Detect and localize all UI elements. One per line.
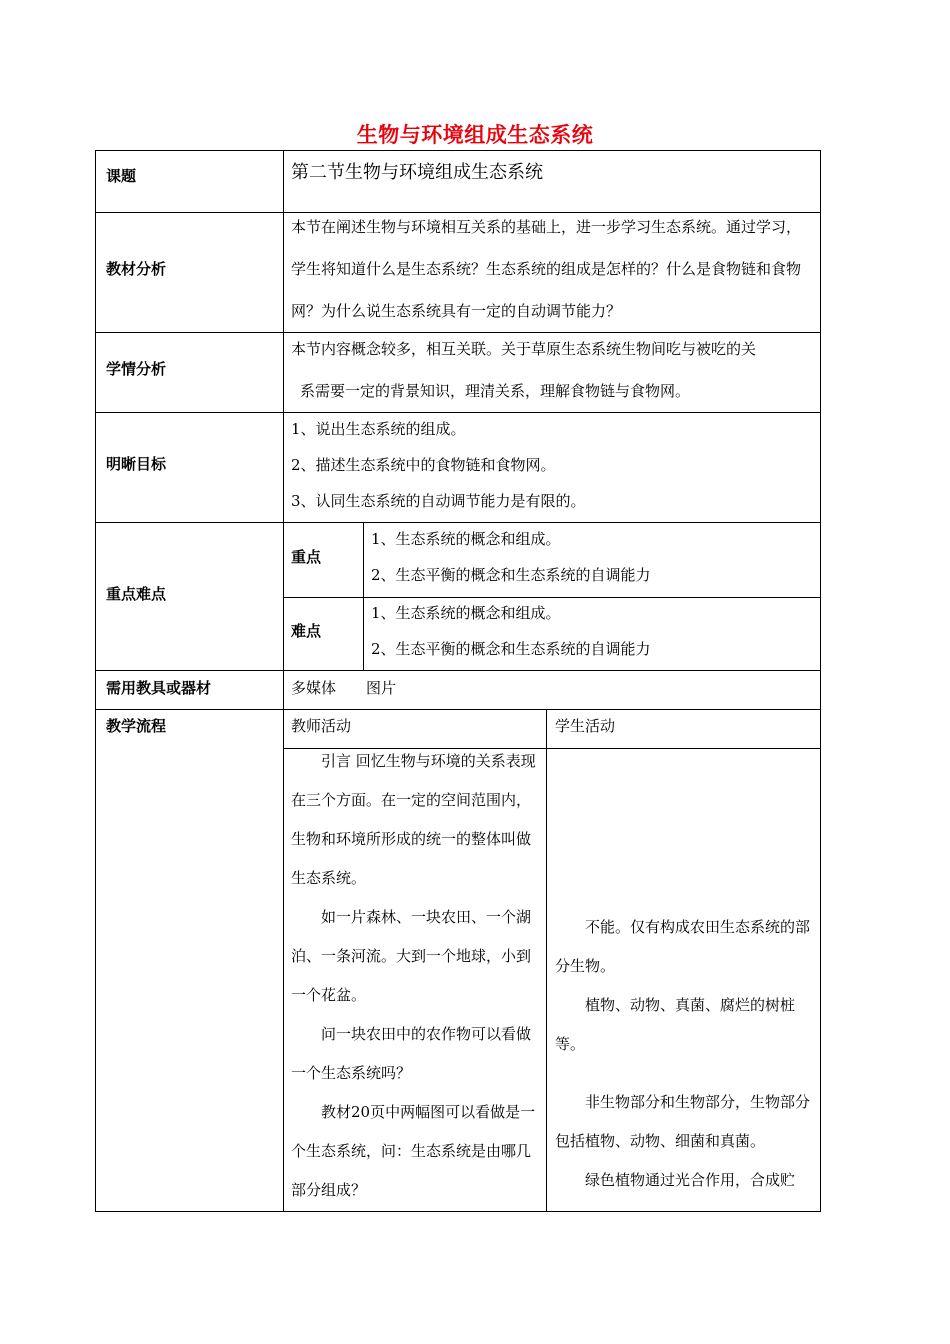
- tools-value: 多媒体 图片: [291, 679, 397, 697]
- keypoints-label: 重点难点: [106, 585, 167, 603]
- key-item-2: 2、生态平衡的概念和生态系统的自调能力: [371, 566, 651, 584]
- difficult-item-2: 2、生态平衡的概念和生态系统的自调能力: [371, 640, 651, 658]
- students-line-2: 系需要一定的背景知识，理清关系，理解食物链与食物网。: [300, 382, 691, 400]
- tools-label: 需用教具或器材: [106, 679, 212, 697]
- key-label: 重点: [291, 548, 322, 566]
- difficult-item-1: 1、生态系统的概念和组成。: [371, 604, 561, 622]
- teacher-header: 教师活动: [291, 717, 352, 735]
- topic-label: 课题: [106, 167, 137, 185]
- goal-item-1: 1、说出生态系统的组成。: [291, 420, 466, 438]
- teacher-paragraph: 问一块农田中的农作物可以看做一个生态系统吗？: [291, 1025, 532, 1082]
- goals-label: 明晰目标: [106, 455, 167, 473]
- topic-value: 第二节生物与环境组成生态系统: [291, 162, 543, 183]
- student-paragraph: 植物、动物、真菌、腐烂的树桩等。: [555, 996, 796, 1053]
- student-paragraph: 不能。仅有构成农田生态系统的部分生物。: [555, 918, 811, 975]
- material-label: 教材分析: [106, 260, 167, 278]
- page-title: 生物与环境组成生态系统: [356, 123, 594, 147]
- teacher-paragraph: 教材20页中两幅图可以看做是一个生态系统，问：生态系统是由哪几部分组成？: [291, 1103, 536, 1199]
- teacher-activities: [291, 742, 541, 1210]
- process-label: 教学流程: [106, 717, 167, 735]
- teacher-paragraph: 引言 回忆生物与环境的关系表现在三个方面。在一定的空间范围内，生物和环境所形成的统一的整体叫做生态系统。: [291, 752, 536, 887]
- student-paragraph: 非生物部分和生物部分，生物部分包括植物、动物、细菌和真菌。: [555, 1093, 811, 1150]
- teacher-paragraph: 如一片森林、一块农田、一个湖泊、一条河流。大到一个地球，小到一个花盆。: [291, 908, 532, 1004]
- difficult-label: 难点: [291, 622, 322, 640]
- goal-item-3: 3、认同生态系统的自动调节能力是有限的。: [291, 492, 586, 510]
- students-label: 学情分析: [106, 360, 167, 378]
- key-item-1: 1、生态系统的概念和组成。: [371, 530, 561, 548]
- material-value: 本节在阐述生物与环境相互关系的基础上，进一步学习生态系统。通过学习，学生将知道什么是生态系统？生态系统的组成是怎样的？什么是食物链和食物网？为什么说生态系统具有一定的自动调节能力？: [291, 218, 802, 320]
- student-header: 学生活动: [555, 717, 616, 735]
- goal-item-2: 2、描述生态系统中的食物链和食物网。: [291, 456, 556, 474]
- student-activities: [555, 908, 813, 1200]
- students-line-1: 本节内容概念较多，相互关联。关于草原生态系统生物间吃与被吃的关: [291, 340, 757, 358]
- student-paragraph: 绿色植物通过光合作用，合成贮: [585, 1171, 796, 1189]
